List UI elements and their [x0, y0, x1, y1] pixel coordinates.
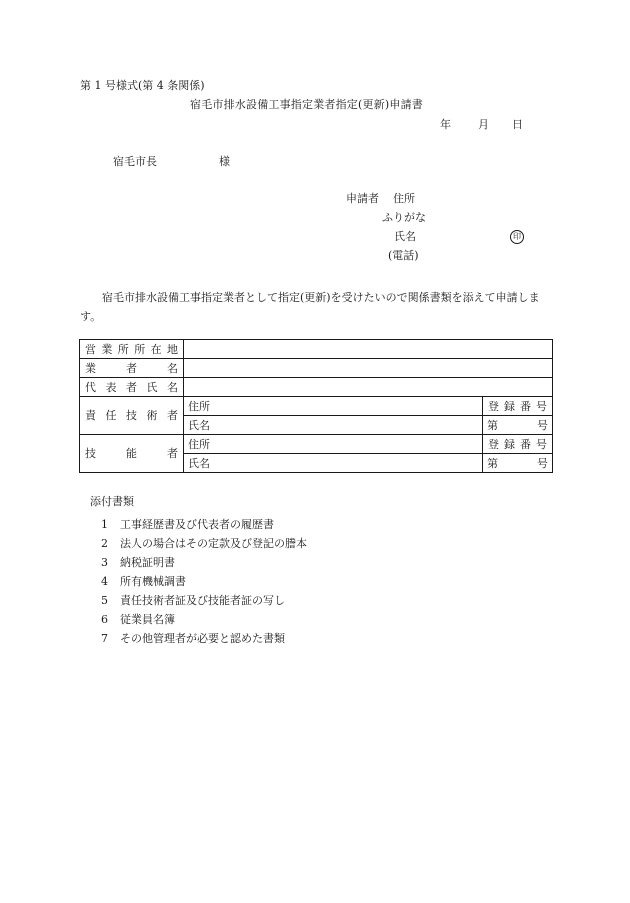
date-month: 月 [478, 118, 489, 131]
addressee-honorific: 様 [219, 155, 230, 168]
technician-address-field[interactable]: 住所 [184, 435, 483, 454]
applicant-phone-label: (電話) [388, 249, 419, 262]
table-row [80, 340, 553, 359]
technician-reg-label: 登録番号 [483, 435, 553, 454]
table-row [80, 397, 553, 416]
table-row [80, 378, 553, 397]
chief-engineer-name-field[interactable]: 氏名 [184, 416, 483, 435]
technician-name-field[interactable]: 氏名 [184, 454, 483, 473]
list-item: 4 所有機械調書 [101, 575, 186, 588]
business-name-field[interactable] [184, 359, 553, 378]
request-statement [80, 288, 552, 326]
business-name-header: 業者名 [80, 359, 184, 378]
office-location-field[interactable] [184, 340, 553, 359]
form-number: 第 1 号様式(第 4 条関係) [80, 79, 205, 92]
registration-table [79, 339, 553, 473]
applicant-label: 申請者 [346, 192, 379, 205]
chief-engineer-reg-label: 登録番号 [483, 397, 553, 416]
list-item: 2 法人の場合はその定款及び登記の謄本 [101, 537, 307, 550]
list-item: 3 納税証明書 [101, 556, 175, 569]
reg-prefix: 第 [487, 456, 498, 470]
applicant-address-label: 住所 [393, 192, 415, 205]
list-item: 6 従業員名簿 [101, 613, 175, 626]
document-title: 宿毛市排水設備工事指定業者指定(更新)申請書 [190, 98, 423, 111]
attachments-title: 添付書類 [90, 495, 134, 508]
table-row [80, 359, 553, 378]
list-item: 7 その他管理者が必要と認めた書類 [101, 632, 285, 645]
list-item: 1 工事経歴書及び代表者の履歴書 [101, 518, 274, 531]
technician-header: 技能者 [80, 435, 184, 473]
reg-suffix: 号 [537, 456, 548, 470]
date-year: 年 [440, 118, 451, 131]
date-day: 日 [512, 118, 523, 131]
representative-header: 代表者氏名 [80, 378, 184, 397]
reg-suffix: 号 [537, 418, 548, 432]
chief-engineer-header: 責任技術者 [80, 397, 184, 435]
applicant-furigana-label: ふりがな [382, 211, 426, 224]
reg-prefix: 第 [487, 418, 498, 432]
addressee-name: 宿毛市長 [113, 155, 157, 168]
table-row [80, 435, 553, 454]
chief-engineer-reg-number[interactable] [483, 416, 553, 435]
chief-engineer-address-field[interactable]: 住所 [184, 397, 483, 416]
technician-reg-number[interactable] [483, 454, 553, 473]
applicant-name-label: 氏名 [394, 230, 416, 243]
attachments-list [101, 515, 307, 648]
request-statement-text: 宿毛市排水設備工事指定業者として指定(更新)を受けたいので関係書類を添えて申請します。 [80, 291, 540, 323]
office-location-header: 営業所所在地 [80, 340, 184, 359]
representative-field[interactable] [184, 378, 553, 397]
list-item: 5 責任技術者証及び技能者証の写し [101, 594, 285, 607]
seal-mark-icon: 印 [510, 230, 524, 244]
